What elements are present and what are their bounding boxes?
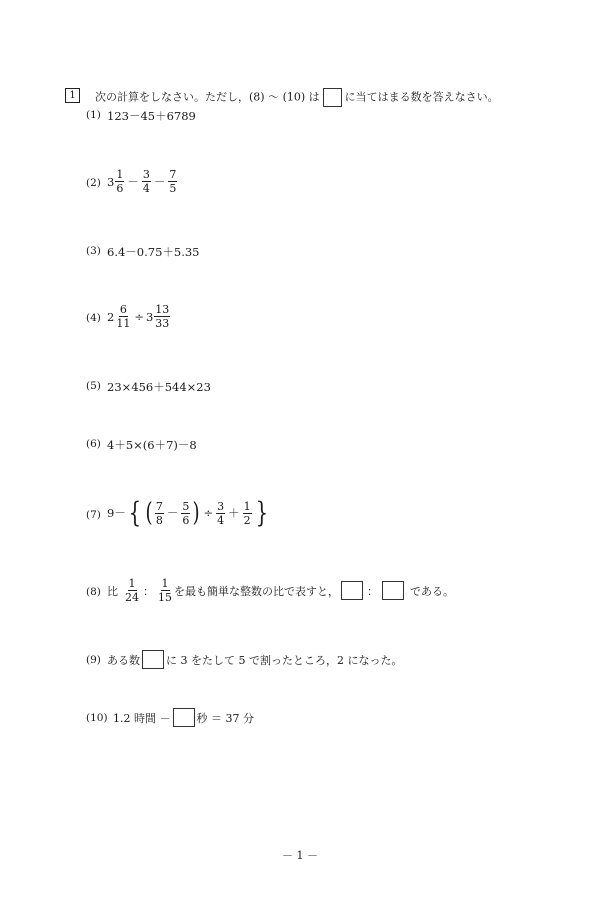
numerator: 7 — [169, 168, 177, 181]
fraction — [115, 168, 124, 195]
problem-8-ending: である。 — [410, 584, 454, 598]
operator: ＋ — [228, 506, 240, 520]
right-brace: } — [255, 496, 268, 529]
problem-7-number: (7) — [86, 509, 101, 521]
problem-4-number: (4) — [86, 312, 101, 324]
left-paren: ( — [145, 498, 153, 528]
ratio-colon: ： — [367, 584, 378, 598]
problem-10-number: (10) — [86, 712, 108, 724]
operator: ÷ — [203, 506, 214, 520]
instruction-post: に当てはまる数を答えなさい。 — [344, 90, 499, 104]
instruction-pre: 次の計算をしなさい。ただし，(8) ～ (10) は — [95, 90, 320, 104]
problem-5-expression: 23×456＋544×23 — [107, 380, 211, 394]
denominator: 8 — [155, 513, 163, 527]
fraction — [124, 577, 140, 604]
fraction — [142, 168, 151, 195]
numerator: 1 — [161, 577, 169, 590]
operator: － — [153, 174, 166, 189]
problem-10-expression — [113, 708, 254, 727]
problem-10-text: 秒 ＝ 37 分 — [196, 711, 254, 725]
denominator: 4 — [217, 513, 225, 527]
numerator: 6 — [119, 303, 127, 316]
fraction — [181, 500, 190, 527]
blank-box-example — [323, 88, 342, 107]
whole-number: 3 — [107, 174, 115, 189]
page-number: － 1 － — [282, 849, 318, 862]
fraction — [115, 303, 131, 330]
operator: － — [166, 506, 179, 520]
operator: ÷ — [134, 309, 144, 324]
problem-1-number: (1) — [86, 109, 101, 121]
problem-9-number: (9) — [86, 654, 101, 666]
fraction — [157, 577, 173, 604]
fraction — [168, 168, 177, 195]
left-brace: { — [128, 496, 141, 529]
problem-3-expression: 6.4－0.75＋5.35 — [107, 245, 200, 259]
problem-2-expression — [107, 168, 178, 195]
whole-number: 3 — [145, 309, 154, 324]
problem-1-expression: 123－45＋6789 — [107, 109, 196, 123]
denominator: 6 — [116, 182, 124, 195]
problem-6-number: (6) — [86, 438, 101, 450]
denominator: 2 — [243, 513, 251, 527]
denominator: 4 — [142, 182, 150, 195]
answer-box-8b[interactable] — [382, 581, 404, 600]
denominator: 33 — [155, 317, 170, 330]
numerator: 1 — [128, 577, 136, 590]
fraction — [155, 500, 164, 527]
denominator: 5 — [169, 182, 177, 195]
problem-7-expression — [107, 496, 270, 529]
problem-9-expression — [107, 650, 402, 669]
problem-8-expression — [107, 577, 454, 604]
ratio-colon: ： — [143, 584, 154, 598]
problem-8-text: を最も簡単な整数の比で表すと， — [174, 584, 339, 598]
problem-6-expression: 4＋5×(6＋7)－8 — [107, 438, 197, 452]
problem-3-number: (3) — [86, 245, 101, 257]
answer-box-9[interactable] — [142, 650, 164, 669]
denominator: 6 — [182, 513, 190, 527]
numerator: 13 — [155, 303, 170, 316]
problem-2-number: (2) — [86, 177, 101, 189]
problem-4-expression — [107, 303, 171, 330]
operator: － — [127, 174, 139, 189]
question-number-box: 1 — [65, 88, 80, 103]
problem-9-lead: ある数 — [107, 653, 140, 667]
numerator: 3 — [217, 499, 225, 513]
numerator: 7 — [155, 499, 163, 513]
problem-9-text: に 3 をたして 5 で割ったところ，2 になった。 — [166, 653, 403, 667]
answer-box-8a[interactable] — [341, 581, 363, 600]
problem-10-lead: 1.2 時間 － — [113, 711, 171, 725]
problem-5-number: (5) — [86, 380, 101, 392]
right-paren: ) — [192, 498, 200, 528]
ratio-label: 比 — [107, 584, 118, 598]
denominator: 24 — [125, 591, 139, 604]
fraction — [216, 500, 225, 527]
numerator: 1 — [243, 499, 251, 513]
answer-box-10[interactable] — [173, 708, 195, 727]
problem-8-number: (8) — [86, 586, 101, 598]
whole-number: 2 — [107, 309, 115, 324]
instruction-text — [95, 88, 499, 107]
fraction — [243, 500, 252, 527]
numerator: 3 — [142, 168, 150, 181]
fraction — [154, 303, 170, 330]
numerator: 1 — [116, 168, 124, 181]
numerator: 5 — [182, 499, 190, 513]
denominator: 11 — [116, 317, 131, 330]
denominator: 15 — [158, 591, 172, 604]
expression-lead: 9－ — [107, 506, 126, 520]
